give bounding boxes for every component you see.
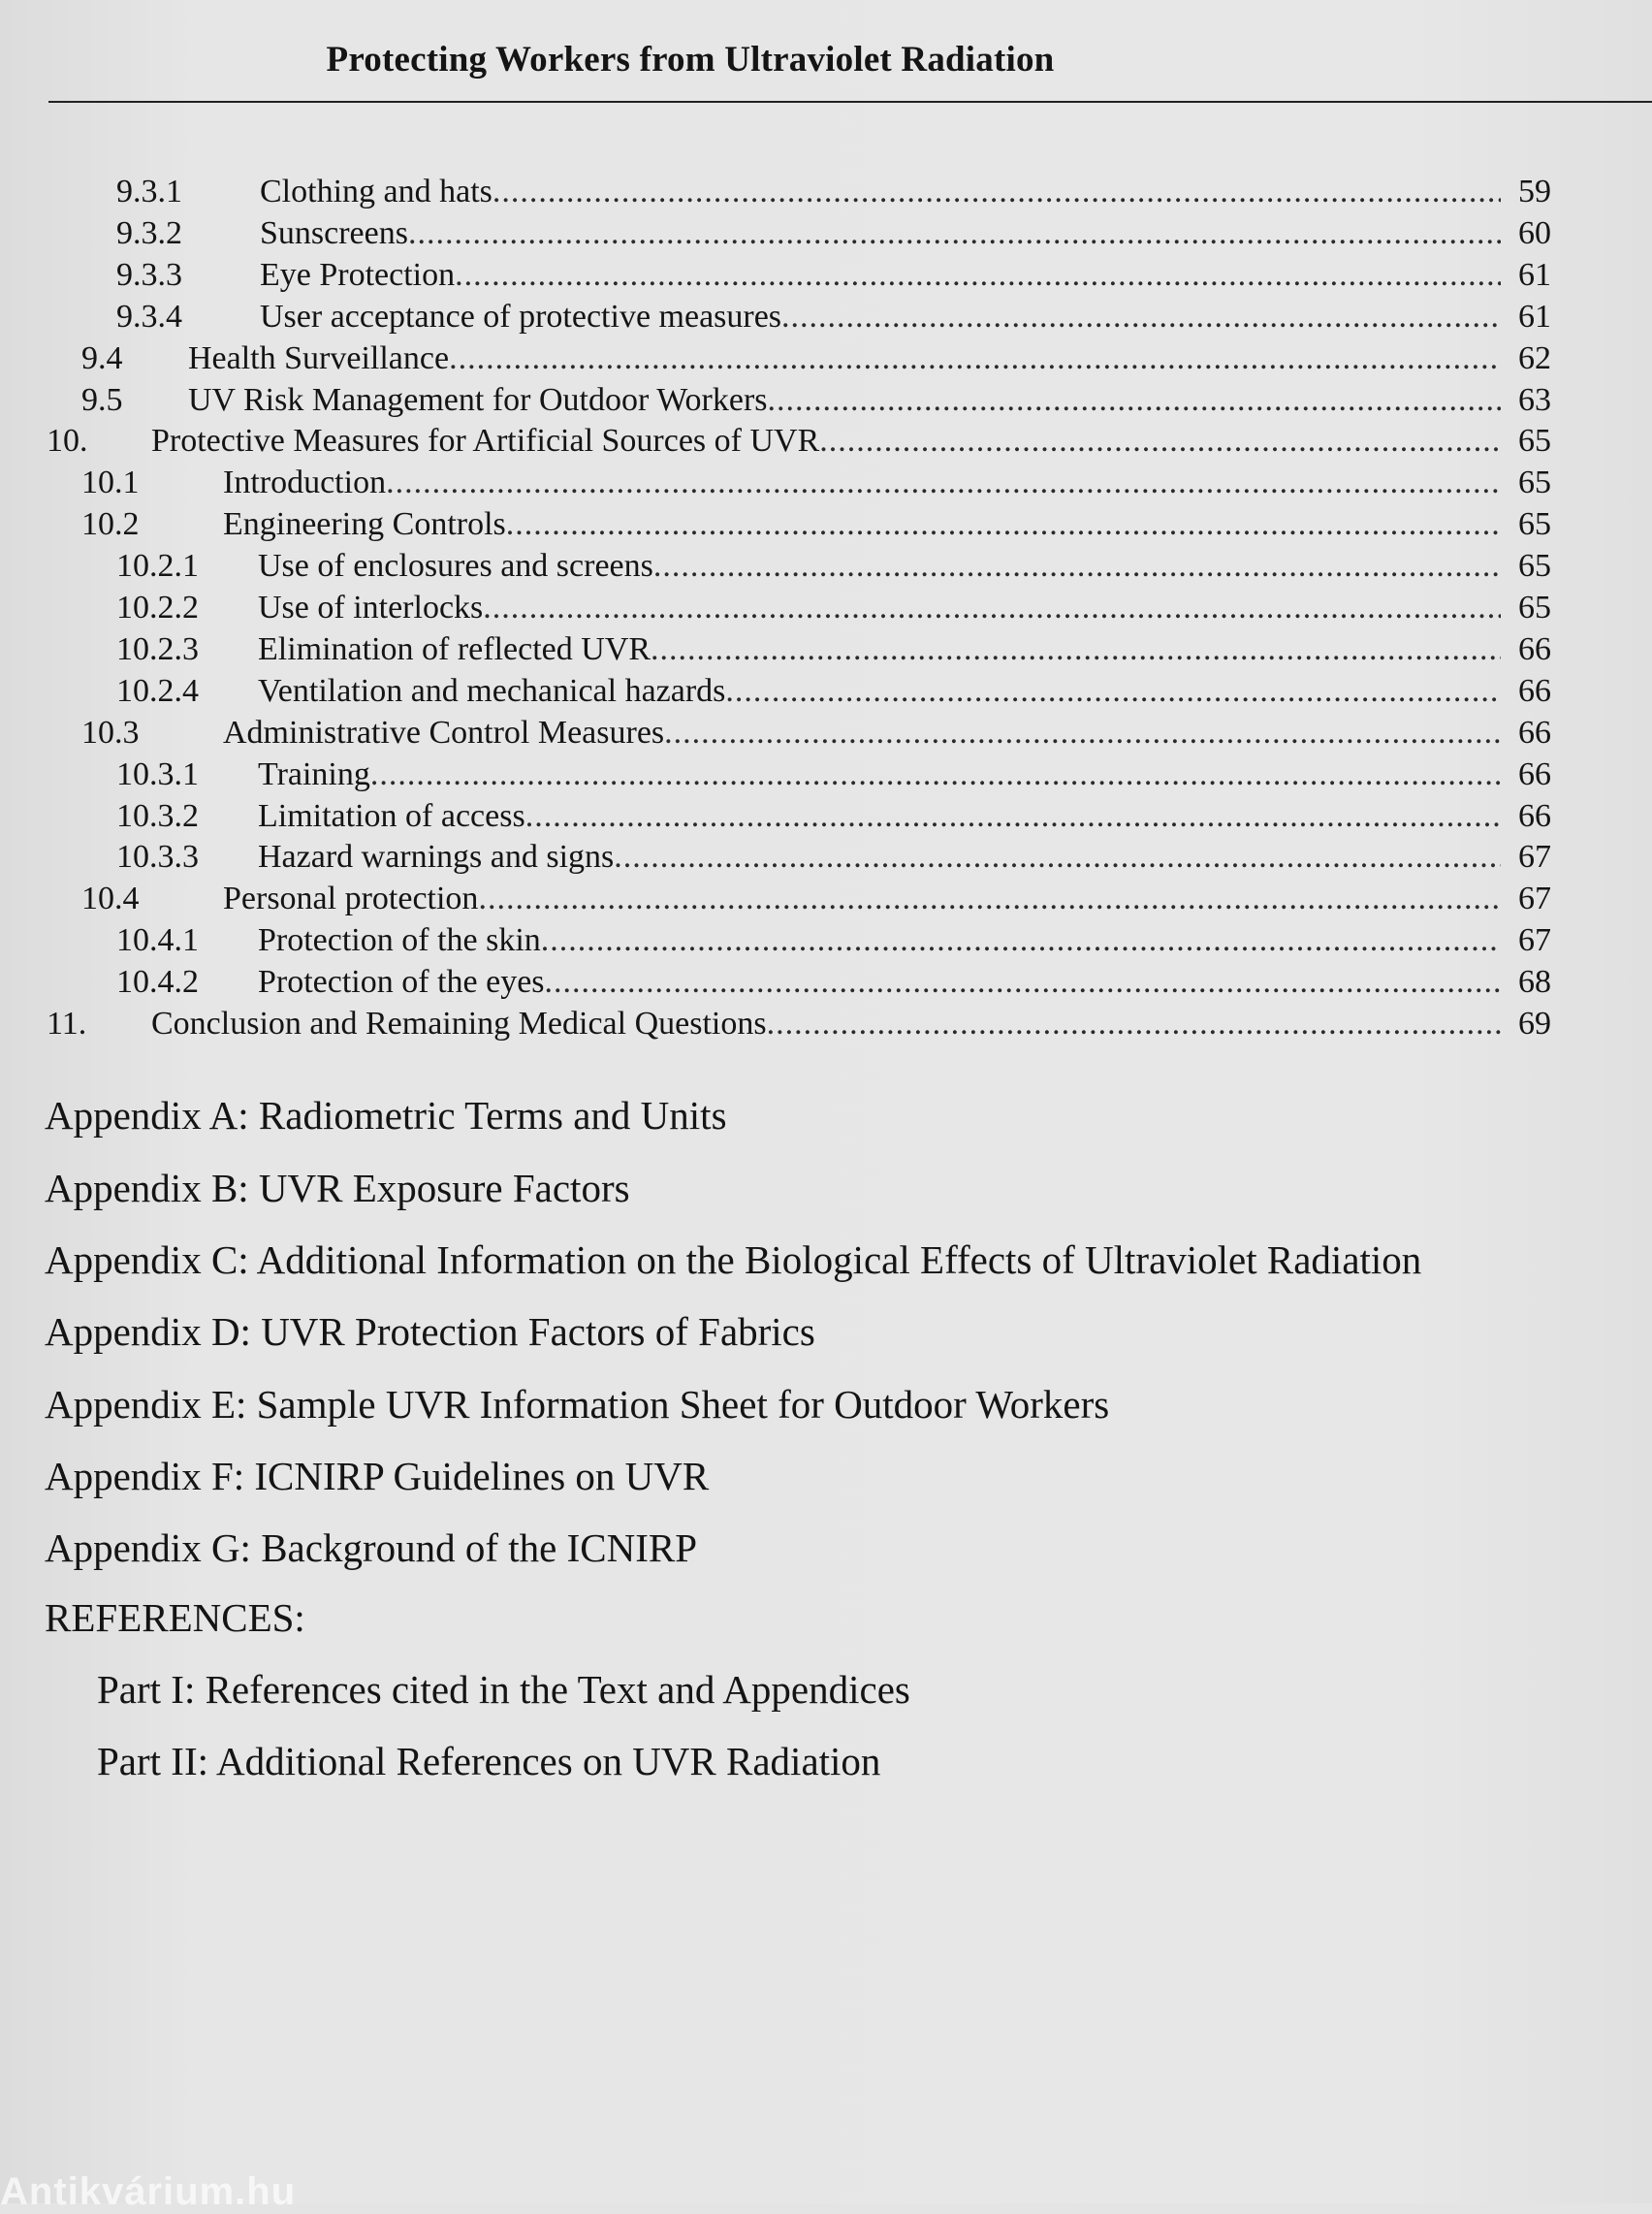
- toc-entry-title: User acceptance of protective measures: [260, 298, 782, 335]
- toc-entry: [0, 171, 1551, 213]
- toc-entry-title: Elimination of reflected UVR: [258, 630, 651, 667]
- toc-entry-page: 66: [1518, 714, 1551, 751]
- toc-entry-title: Protection of the skin: [258, 922, 541, 959]
- toc-entry-number: 9.5: [81, 381, 123, 418]
- toc-leader-dots: [525, 795, 1501, 838]
- toc-entry-number: 10.2: [81, 506, 140, 543]
- toc-entry: [0, 337, 1551, 380]
- toc-entry-title: Conclusion and Remaining Medical Questions: [151, 1006, 767, 1042]
- appendix-item: Appendix D: UVR Protection Factors of Fabrics: [45, 1309, 815, 1354]
- toc-entry-number: 10.2.1: [116, 548, 199, 585]
- toc-entry-page: 61: [1518, 256, 1551, 293]
- toc-entry-title: Health Surveillance: [188, 339, 450, 376]
- toc-leader-dots: [506, 503, 1501, 546]
- appendix-item: Appendix A: Radiometric Terms and Units: [45, 1093, 727, 1138]
- toc-entry-page: 67: [1518, 922, 1551, 959]
- header-rule: [48, 101, 1652, 103]
- appendix-item: Appendix C: Additional Information on the Biological Effects of Ultraviolet Radiation: [45, 1237, 1422, 1282]
- toc-entry: [0, 462, 1551, 504]
- toc-entry-number: 10.: [47, 423, 88, 460]
- toc-entry-title: Training: [258, 755, 370, 792]
- toc-entry-page: 65: [1518, 423, 1551, 460]
- toc-entry: [0, 1003, 1551, 1045]
- appendix-item: Appendix G: Background of the ICNIRP: [45, 1525, 697, 1570]
- toc-entry: [0, 379, 1551, 422]
- toc-entry-number: 9.3.3: [116, 256, 182, 293]
- toc-entry-page: 66: [1518, 672, 1551, 709]
- toc-entry-title: Sunscreens: [260, 214, 408, 251]
- toc-leader-dots: [483, 587, 1501, 629]
- toc-leader-dots: [819, 420, 1501, 463]
- toc-entry-number: 11.: [47, 1006, 87, 1042]
- toc-entry-title: Use of interlocks: [258, 590, 484, 626]
- toc-leader-dots: [478, 878, 1501, 920]
- toc-leader-dots: [781, 296, 1501, 338]
- toc-leader-dots: [408, 212, 1501, 255]
- toc-leader-dots: [449, 337, 1501, 380]
- toc-entry-number: 10.3.3: [116, 839, 199, 876]
- toc-entry-page: 62: [1518, 339, 1551, 376]
- toc-entry-number: 9.3.2: [116, 214, 182, 251]
- toc-entry-number: 10.4: [81, 881, 140, 917]
- toc-entry-title: Administrative Control Measures: [223, 714, 665, 751]
- toc-entry-page: 65: [1518, 506, 1551, 543]
- toc-entry-page: 67: [1518, 881, 1551, 917]
- references-part: Part I: References cited in the Text and Appendices: [97, 1667, 910, 1712]
- toc-entry: [0, 919, 1551, 962]
- toc-entry-title: Protective Measures for Artificial Sources of UVR: [151, 423, 820, 460]
- toc-leader-dots: [455, 254, 1501, 297]
- toc-entry-number: 10.4.1: [116, 922, 199, 959]
- toc-entry-title: Limitation of access: [258, 797, 525, 834]
- toc-entry-page: 66: [1518, 797, 1551, 834]
- references-part: Part II: Additional References on UVR Radiation: [97, 1739, 881, 1783]
- toc-entry-number: 10.4.2: [116, 964, 199, 1001]
- toc-leader-dots: [664, 712, 1501, 754]
- toc-entry-number: 9.3.1: [116, 174, 182, 209]
- toc-entry-page: 63: [1518, 381, 1551, 418]
- toc-entry: [0, 670, 1551, 713]
- toc-entry: [0, 712, 1551, 754]
- toc-entry: [0, 795, 1551, 838]
- toc-entry-title: Ventilation and mechanical hazards: [258, 672, 726, 709]
- toc-leader-dots: [545, 961, 1501, 1004]
- toc-leader-dots: [725, 670, 1501, 713]
- toc-leader-dots: [651, 628, 1501, 671]
- toc-entry-title: Hazard warnings and signs: [258, 839, 615, 876]
- toc-entry-number: 9.3.4: [116, 298, 182, 335]
- toc-entry-title: Personal protection: [223, 881, 479, 917]
- toc-entry-title: Introduction: [223, 465, 387, 501]
- toc-entry-title: Engineering Controls: [223, 506, 506, 543]
- toc-entry: [0, 754, 1551, 796]
- toc-entry-page: 66: [1518, 630, 1551, 667]
- watermark: Antikvárium.hu: [0, 2170, 297, 2213]
- toc-entry-page: 68: [1518, 964, 1551, 1001]
- appendix-item: Appendix F: ICNIRP Guidelines on UVR: [45, 1454, 710, 1498]
- toc-entry-page: 65: [1518, 548, 1551, 585]
- toc-entry-title: Protection of the eyes: [258, 964, 545, 1001]
- references-heading: REFERENCES:: [45, 1595, 305, 1640]
- toc-entry: [0, 836, 1551, 879]
- toc-entry-number: 10.1: [81, 465, 140, 501]
- toc-leader-dots: [370, 754, 1501, 796]
- toc-leader-dots: [768, 379, 1501, 422]
- appendix-item: Appendix E: Sample UVR Information Sheet for Outdoor Workers: [45, 1382, 1110, 1427]
- toc-entry: [0, 503, 1551, 546]
- toc-entry: [0, 628, 1551, 671]
- toc-entry-page: 65: [1518, 465, 1551, 501]
- page-header-title: Protecting Workers from Ultraviolet Radiation: [326, 40, 1055, 80]
- toc-entry-page: 69: [1518, 1006, 1551, 1042]
- toc-entry-number: 10.3.1: [116, 755, 199, 792]
- toc-leader-dots: [614, 836, 1501, 879]
- toc-entry: [0, 961, 1551, 1004]
- toc-entry-number: 10.3: [81, 714, 140, 751]
- toc-entry-page: 66: [1518, 755, 1551, 792]
- toc-entry-number: 10.2.2: [116, 590, 199, 626]
- toc-leader-dots: [767, 1003, 1501, 1045]
- toc-entry: [0, 254, 1551, 297]
- toc-entry-title: UV Risk Management for Outdoor Workers: [188, 381, 768, 418]
- toc-entry: [0, 878, 1551, 920]
- toc-leader-dots: [653, 545, 1501, 588]
- appendix-item: Appendix B: UVR Exposure Factors: [45, 1166, 630, 1210]
- toc-entry: [0, 296, 1551, 338]
- toc-entry-number: 10.3.2: [116, 797, 199, 834]
- toc-entry-title: Eye Protection: [260, 256, 456, 293]
- toc-entry-page: 67: [1518, 839, 1551, 876]
- toc-entry: [0, 545, 1551, 588]
- toc-entry-page: 61: [1518, 298, 1551, 335]
- toc-leader-dots: [541, 919, 1501, 962]
- toc-entry-page: 65: [1518, 590, 1551, 626]
- toc-entry-number: 9.4: [81, 339, 123, 376]
- toc-entry-title: Use of enclosures and screens: [258, 548, 653, 585]
- toc-entry: [0, 587, 1551, 629]
- toc-leader-dots: [386, 462, 1501, 504]
- toc-entry-page: 60: [1518, 214, 1551, 251]
- toc-leader-dots: [492, 171, 1501, 213]
- toc-entry-page: 59: [1518, 174, 1551, 209]
- toc-entry-title: Clothing and hats: [260, 174, 492, 209]
- toc-entry: [0, 420, 1551, 463]
- toc-entry: [0, 212, 1551, 255]
- toc-entry-number: 10.2.3: [116, 630, 199, 667]
- toc-entry-number: 10.2.4: [116, 672, 199, 709]
